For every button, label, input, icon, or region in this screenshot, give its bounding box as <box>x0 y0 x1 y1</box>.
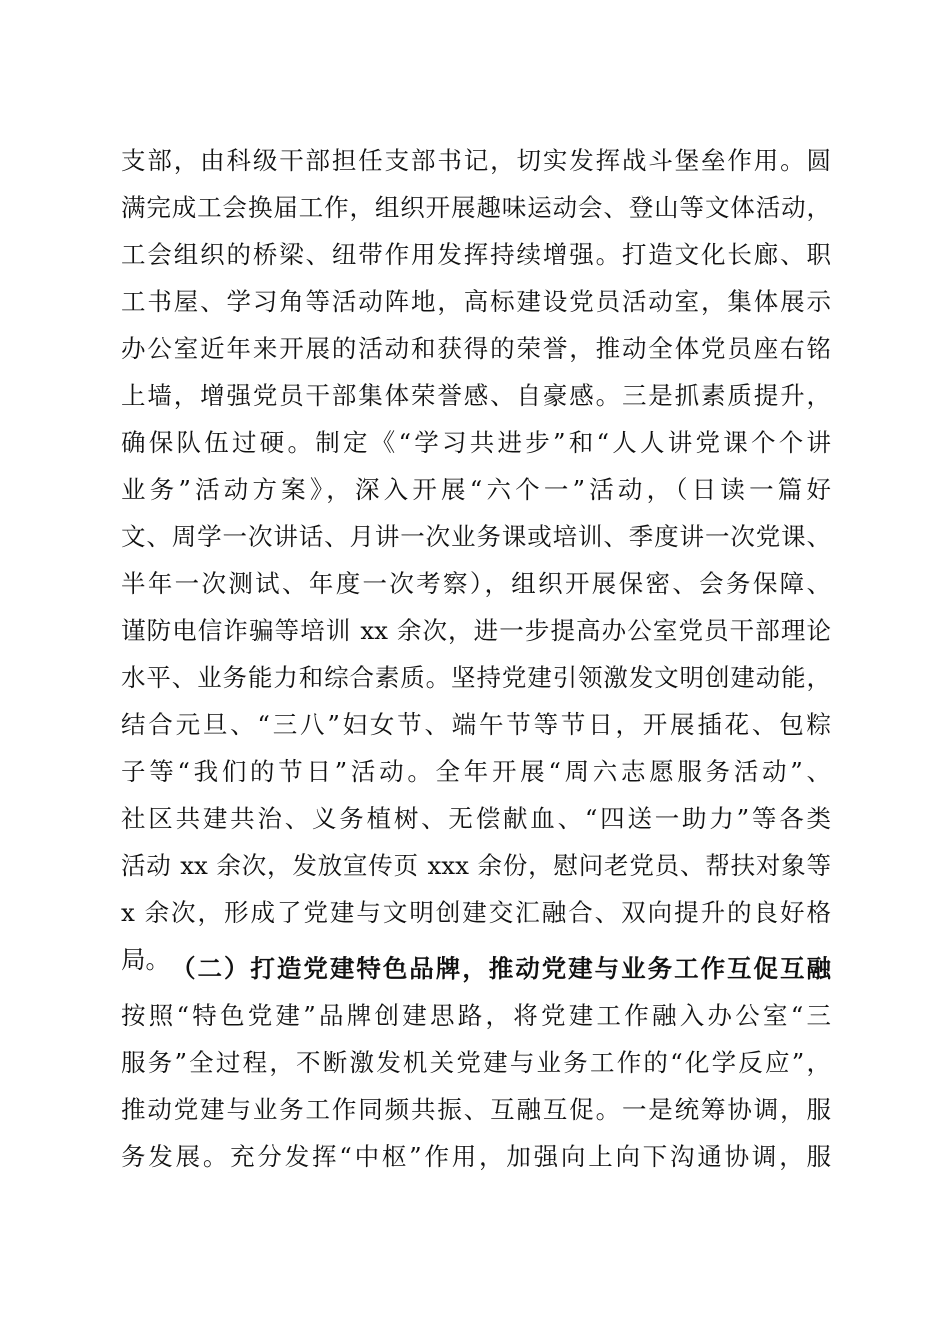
text-line: 工会组织的桥梁、纽带作用发挥持续增强。打造文化长廊、职 <box>121 240 831 269</box>
text-line: 局。 <box>121 945 170 974</box>
text-line: 支部，由科级干部担任支部书记，切实发挥战斗堡垒作用。圆 <box>121 146 831 175</box>
text-line: x 余次，形成了党建与文明创建交汇融合、双向提升的良好格 <box>121 898 831 927</box>
text-line: 水平、业务能力和综合素质。坚持党建引领激发文明创建动能， <box>121 663 831 692</box>
text-line: 办公室近年来开展的活动和获得的荣誉，推动全体党员座右铭 <box>121 334 831 363</box>
text-line: 推动党建与业务工作同频共振、互融互促。一是统筹协调，服 <box>121 1095 831 1124</box>
text-line: 服务”全过程，不断激发机关党建与业务工作的“化学反应”， <box>121 1048 831 1077</box>
body-paragraph-1 <box>121 137 831 983</box>
text-line: 业务”活动方案》，深入开展“六个一”活动，（日读一篇好 <box>121 475 831 504</box>
text-line: 半年一次测试、年度一次考察），组织开展保密、会务保障、 <box>121 569 831 598</box>
text-line: 文、周学一次讲话、月讲一次业务课或培训、季度讲一次党课、 <box>121 522 831 551</box>
text-line: 工书屋、学习角等活动阵地，高标建设党员活动室，集体展示 <box>121 287 831 316</box>
text-line: 务发展。充分发挥“中枢”作用，加强向上向下沟通协调，服 <box>121 1142 831 1171</box>
text-line: 结合元旦、“三八”妇女节、端午节等节日，开展插花、包粽 <box>121 710 831 739</box>
text-line: 按照“特色党建”品牌创建思路，将党建工作融入办公室“三 <box>121 1001 831 1030</box>
section-2 <box>121 945 831 1180</box>
text-line: 满完成工会换届工作，组织开展趣味运动会、登山等文体活动， <box>121 193 831 222</box>
text-line: 活动 xx 余次，发放宣传页 xxx 余份，慰问老党员、帮扶对象等 <box>121 851 831 880</box>
text-line: 子等“我们的节日”活动。全年开展“周六志愿服务活动”、 <box>121 757 831 786</box>
text-line: 社区共建共治、义务植树、无偿献血、“四送一助力”等各类 <box>121 804 831 833</box>
text-line: 谨防电信诈骗等培训 xx 余次，进一步提高办公室党员干部理论 <box>121 616 831 645</box>
text-line: 确保队伍过硬。制定《“学习共进步”和“人人讲党课个个讲 <box>121 428 831 457</box>
text-line: 上墙，增强党员干部集体荣誉感、自豪感。三是抓素质提升， <box>121 381 831 410</box>
section-heading: （二）打造党建特色品牌，推动党建与业务工作互促互融 <box>171 954 831 983</box>
